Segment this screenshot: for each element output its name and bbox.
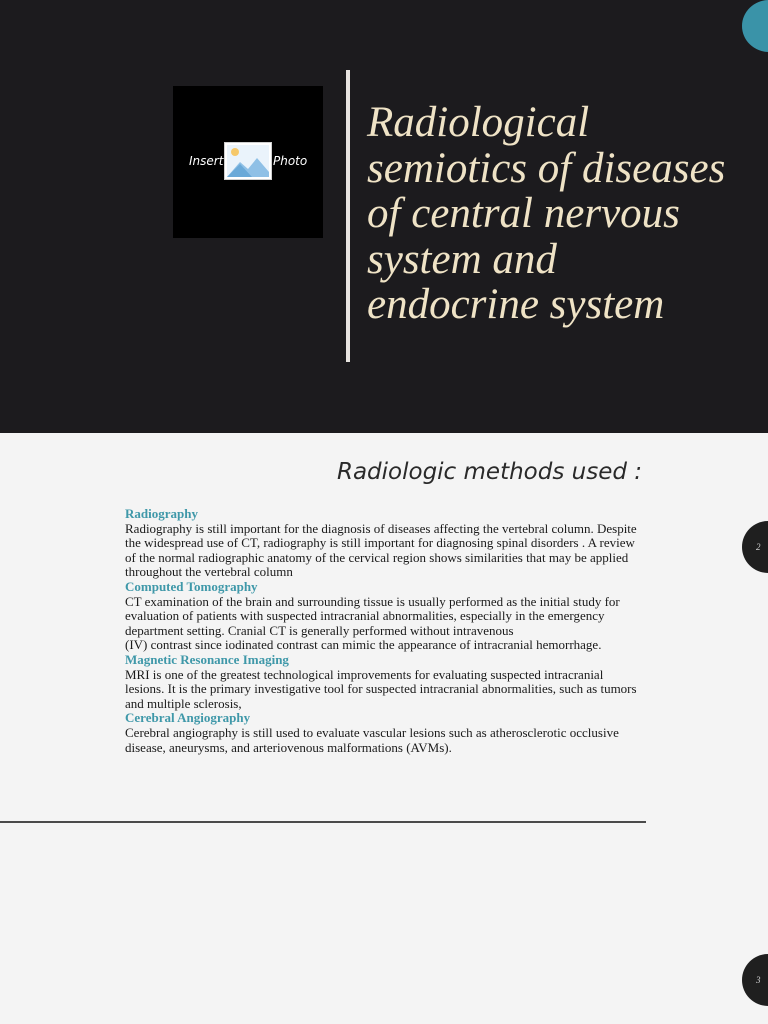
photo-placeholder-label-right: Photo (273, 154, 308, 168)
corner-accent-circle (742, 0, 768, 52)
method-title: Computed Tomography (125, 578, 258, 594)
method-paragraph: (IV) contrast since iodinated contrast can mimic the appearance of intracranial hemorrhage. (125, 637, 602, 653)
method-paragraph: Radiography is still important for the diagnosis of diseases affecting the vertebral column. Despite the widespread use of CT, radiography is still important for diagnosing spinal disorders . A review of the normal radiographic anatomy of the cervical region shows similarities that may be applied throughout the vertebral column (125, 520, 637, 580)
method-description (125, 726, 640, 755)
method-title: Cerebral Angiography (125, 710, 251, 726)
method-paragraph: lesions. It is the primary investigative tool for suspected intracranial abnormalities, such as tumors and multiple sclerosis, (125, 681, 637, 711)
page-number-badge[interactable]: 2 (742, 521, 768, 573)
method-description (125, 668, 640, 712)
page-number-badge-next[interactable]: 3 (742, 954, 768, 1006)
method-paragraph: MRI is one of the greatest technological improvements for evaluating suspected intracranial (125, 666, 604, 682)
content-heading: Radiologic methods used : (336, 459, 642, 485)
method-paragraph: CT examination of the brain and surrounding tissue is usually performed as the initial study for evaluation of patients with suspected intracranial abnormalities, especially in the emergency department setting. Cranial CT is generally performed without intravenous (125, 593, 620, 638)
photo-placeholder-label-left: Insert (189, 154, 224, 168)
method-title: Magnetic Resonance Imaging (125, 651, 289, 667)
method-computed-tomography (125, 580, 640, 653)
method-paragraph: Cerebral angiography is still used to evaluate vascular lesions such as atherosclerotic occlusive disease, aneurysms, and arteriovenous malformations (AVMs). (125, 724, 619, 755)
image-placeholder-icon (224, 142, 272, 180)
method-description (125, 522, 640, 580)
photo-placeholder[interactable] (173, 86, 323, 238)
method-radiography (125, 507, 640, 580)
content-slide (0, 433, 768, 1024)
method-magnetic-resonance-imaging (125, 653, 640, 711)
methods-list (125, 507, 640, 755)
title-divider (346, 70, 350, 362)
method-cerebral-angiography (125, 711, 640, 755)
slide-title-heading: Radiological semiotics of diseases of central nervous system and endocrine system (367, 99, 726, 328)
title-slide (0, 0, 768, 433)
method-description (125, 595, 640, 653)
content-divider (0, 821, 646, 823)
method-title: Radiography (125, 506, 198, 521)
